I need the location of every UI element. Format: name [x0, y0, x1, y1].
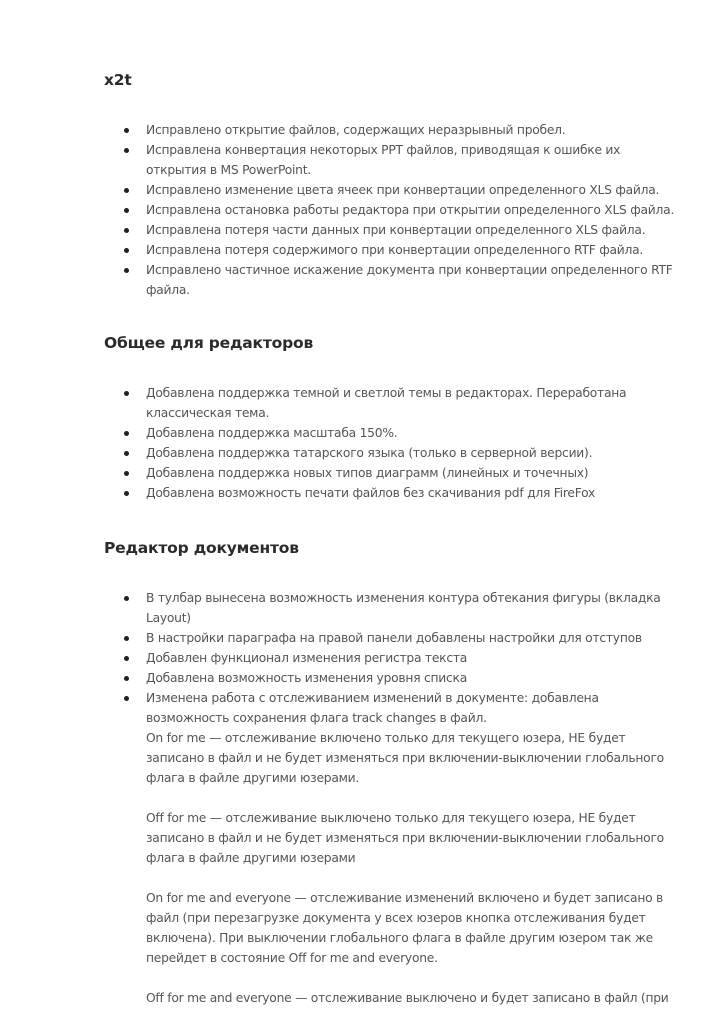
bullet-icon — [124, 656, 129, 661]
list-item: Добавлена поддержка новых типов диаграмм (линейных и точечных) — [104, 463, 684, 483]
section-document-editor — [104, 538, 684, 1028]
section-heading: x2t — [104, 71, 132, 89]
section-common-editors — [104, 333, 684, 503]
list-item: В тулбар вынесена возможность изменения контура обтекания фигуры (вкладка Layout) — [104, 588, 684, 628]
bullet-icon — [124, 491, 129, 496]
list-item: Изменена работа с отслеживанием изменений в документе: добавлена возможность сохранения флага track changes в файл. On for me — отслеживание включено только для текущего юзера, НЕ будет записано в файл и не будет изменяться при включении-выключении глобального флага в файле другими юзерами. Off for me — отслеживание выключено только для текущего юзера, НЕ будет записано в файл и не будет изменяться при включении-выключении глобального флага в файле другими юзерами On for me and everyone — отслеживание изменений включено и будет записано в файл (при перезагрузке документа у всех юзеров кнопка отслеживания будет включена). При выключении глобального флага в файле другим юзером так же перейдет в состояние Off for me and everyone. Off for me and everyone — отслеживание выключено и будет записано в файл (при — [104, 688, 684, 1028]
list-item: Исправлена потеря части данных при конвертации определенного XLS файла. — [104, 220, 684, 240]
section-heading: Общее для редакторов — [104, 334, 314, 352]
list-item: Добавлена поддержка масштаба 150%. — [104, 423, 684, 443]
list-item: Исправлена конвертация некоторых PPT файлов, приводящая к ошибке их открытия в MS PowerPoint. — [104, 140, 684, 180]
bullet-icon — [124, 148, 129, 153]
bullet-icon — [124, 128, 129, 133]
bullet-icon — [124, 451, 129, 456]
bullet-icon — [124, 431, 129, 436]
track-changes-off-for-everyone: Off for me and everyone — отслеживание выключено и будет записано в файл (при — [146, 991, 669, 1005]
list-item: Добавлена возможность изменения уровня списка — [104, 668, 684, 688]
bullet-icon — [124, 208, 129, 213]
list-item: Добавлена поддержка татарского языка (только в серверной версии). — [104, 443, 684, 463]
bullet-icon — [124, 696, 129, 701]
list-item: Исправлено частичное искажение документа при конвертации определенного RTF файла. — [104, 260, 684, 300]
track-changes-off-for-me: Off for me — отслеживание выключено только для текущего юзера, НЕ будет записано в файл и не будет изменяться при включении-выключении глобального флага в файле другими юзерами — [146, 811, 664, 865]
list-item: В настройки параграфа на правой панели добавлены настройки для отступов — [104, 628, 684, 648]
bullet-icon — [124, 391, 129, 396]
list-item: Добавлена возможность печати файлов без скачивания pdf для FireFox — [104, 483, 684, 503]
bullet-icon — [124, 228, 129, 233]
track-changes-on-for-everyone: On for me and everyone — отслеживание изменений включено и будет записано в файл (при перезагрузке документа у всех юзеров кнопка отслеживания будет включена). При выключении глобального флага в файле другим юзером так же перейдет в состояние Off for me and everyone. — [146, 891, 664, 965]
bullet-list — [104, 120, 684, 300]
list-item: Исправлена остановка работы редактора при открытии определенного XLS файла. — [104, 200, 684, 220]
list-item: Исправлена потеря содержимого при конвертации определенного RTF файла. — [104, 240, 684, 260]
section-x2t — [104, 70, 684, 300]
bullet-icon — [124, 268, 129, 273]
section-heading: Редактор документов — [104, 539, 299, 557]
list-item: Исправлено изменение цвета ячеек при конвертации определенного XLS файла. — [104, 180, 684, 200]
bullet-list — [104, 383, 684, 503]
list-item: Исправлено открытие файлов, содержащих неразрывный пробел. — [104, 120, 684, 140]
bullet-list — [104, 588, 684, 1028]
list-item: Добавлен функционал изменения регистра текста — [104, 648, 684, 668]
bullet-icon — [124, 188, 129, 193]
list-item: Добавлена поддержка темной и светлой темы в редакторах. Переработана классическая тема. — [104, 383, 684, 423]
bullet-icon — [124, 676, 129, 681]
bullet-icon — [124, 248, 129, 253]
bullet-icon — [124, 596, 129, 601]
bullet-icon — [124, 636, 129, 641]
bullet-icon — [124, 471, 129, 476]
track-changes-on-for-me: On for me — отслеживание включено только для текущего юзера, НЕ будет записано в файл и не будет изменяться при включении-выключении глобального флага в файле другими юзерами. — [146, 731, 664, 785]
